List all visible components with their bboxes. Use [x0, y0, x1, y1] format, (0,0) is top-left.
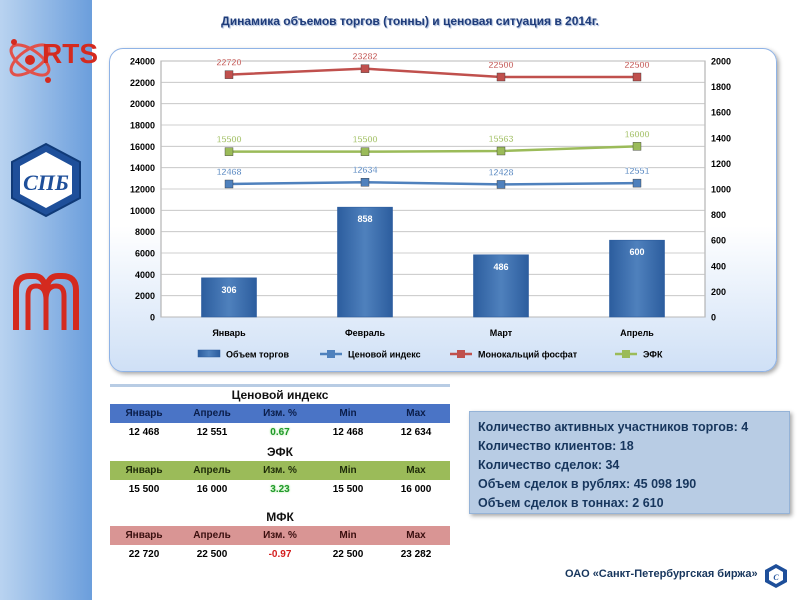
category-label: Апрель: [620, 328, 654, 338]
footer-logo-icon: [763, 563, 789, 589]
table-header-cell: Min: [339, 530, 357, 541]
series-line: [229, 182, 637, 184]
legend-label: Монокальций фосфат: [478, 349, 578, 360]
series-point: [633, 73, 641, 81]
legend-label: ЭФК: [643, 349, 663, 360]
price-index-table-title: Ценовой индекс: [231, 388, 329, 402]
right-axis-tick-label: 2000: [711, 56, 732, 67]
table-header-cell: Min: [339, 408, 357, 419]
left-axis-tick-label: 14000: [129, 163, 155, 174]
bar-data-label: 858: [357, 214, 373, 225]
change-percent-cell: 3.23: [270, 484, 290, 495]
series-data-label: 16000: [624, 129, 650, 140]
left-axis-tick-label: 8000: [134, 227, 155, 238]
price-index-table-header: [110, 404, 450, 423]
mfk-table-header: [110, 526, 450, 545]
efk-table-header: [110, 461, 450, 480]
table-header-cell: Изм. %: [263, 408, 297, 419]
table-cell: 22 720: [128, 549, 160, 560]
left-axis-tick-label: 24000: [129, 56, 155, 67]
combo-chart: [110, 49, 776, 371]
table-header-cell: Апрель: [193, 465, 231, 476]
efk-table-title: ЭФК: [267, 445, 293, 459]
table-header-cell: Январь: [125, 530, 163, 541]
left-axis-tick-label: 22000: [129, 77, 155, 88]
table-cell: 16 000: [196, 484, 228, 495]
table-cell: 15 500: [332, 484, 364, 495]
sidebar: [0, 0, 98, 600]
right-axis-tick-label: 1800: [711, 82, 732, 93]
series-data-label: 12428: [488, 167, 514, 178]
price-index-table: [110, 384, 450, 442]
series-point: [225, 71, 233, 79]
series-point: [361, 148, 369, 156]
right-axis-tick-label: 0: [711, 312, 717, 323]
series-point: [225, 180, 233, 188]
legend-label: Ценовой индекс: [348, 349, 421, 360]
page-title: Динамика объемов торгов (тонны) и ценовая ситуация в 2014г.: [221, 14, 599, 28]
stat-participants: Количество активных участников торгов: 4: [478, 420, 749, 434]
right-axis-tick-label: 600: [711, 235, 727, 246]
change-percent-cell: 0.67: [270, 427, 290, 438]
left-axis-tick-label: 10000: [129, 205, 155, 216]
series-data-label: 12634: [352, 165, 378, 176]
series-point: [633, 179, 641, 187]
spb-logo-text: СПБ: [23, 170, 69, 195]
series-data-label: 15500: [216, 134, 242, 145]
series-data-label: 22720: [216, 57, 242, 68]
series-data-label: 15563: [488, 133, 514, 144]
legend-label: Объем торгов: [226, 349, 289, 360]
table-row: [110, 480, 450, 499]
table-row: [110, 423, 450, 442]
series-data-label: 22500: [488, 60, 514, 70]
series-data-label: 23282: [352, 51, 378, 62]
table-header-cell: Январь: [125, 408, 163, 419]
table-header-cell: Min: [339, 465, 357, 476]
table-cell: 12 634: [400, 427, 432, 438]
right-axis-tick-label: 1400: [711, 133, 732, 144]
stat-deals: Количество сделок: 34: [478, 458, 620, 472]
table-row: [110, 545, 450, 564]
table-cell: 12 468: [128, 427, 160, 438]
legend-swatch-bar: [198, 350, 220, 357]
mfk-table: [110, 509, 450, 564]
table-cell: 16 000: [400, 484, 432, 495]
table-header-cell: Max: [406, 408, 426, 419]
left-axis-tick-label: 16000: [129, 141, 155, 152]
mfk-table-title: МФК: [266, 510, 294, 524]
table-header-cell: Апрель: [193, 530, 231, 541]
left-axis-tick-label: 12000: [129, 184, 155, 195]
left-axis-tick-label: 4000: [134, 269, 155, 280]
table-header-cell: Январь: [125, 465, 163, 476]
category-label: Февраль: [345, 328, 385, 338]
category-label: Январь: [212, 328, 246, 338]
svg-text:С: С: [773, 573, 779, 582]
right-axis-tick-label: 1200: [711, 158, 732, 169]
stat-volume-tons: Объем сделок в тоннах: 2 610: [478, 496, 664, 510]
series-point: [361, 178, 369, 186]
bar-volume: [202, 278, 257, 317]
series-data-label: 15500: [352, 134, 378, 145]
table-cell: 23 282: [400, 549, 432, 560]
bar-data-label: 306: [221, 284, 237, 295]
right-axis-tick-label: 1600: [711, 107, 732, 118]
series-point: [225, 148, 233, 156]
series-point: [361, 65, 369, 73]
right-axis-tick-label: 1000: [711, 184, 732, 195]
right-axis-tick-label: 200: [711, 286, 727, 297]
rts-logo: [4, 18, 98, 98]
table-header-cell: Апрель: [193, 408, 231, 419]
bar-data-label: 600: [629, 247, 645, 258]
series-point: [497, 180, 505, 188]
series-data-label: 22500: [624, 60, 650, 70]
m-logo: [4, 268, 88, 340]
table-header-cell: Изм. %: [263, 530, 297, 541]
series-data-label: 12551: [624, 166, 650, 177]
legend-swatch-marker: [327, 350, 335, 358]
right-axis-tick-label: 800: [711, 210, 727, 221]
stat-clients: Количество клиентов: 18: [478, 439, 634, 453]
right-axis-tick-label: 400: [711, 261, 727, 272]
table-header-cell: Max: [406, 465, 426, 476]
footer-company-name: ОАО «Санкт-Петербургская биржа»: [565, 568, 758, 580]
legend-swatch-marker: [622, 350, 630, 358]
series-data-label: 12468: [216, 167, 242, 178]
trading-stats-panel: [469, 411, 790, 514]
table-cell: 22 500: [196, 549, 228, 560]
series-point: [497, 147, 505, 155]
table-cell: 12 551: [196, 427, 228, 438]
spb-logo: [4, 140, 88, 220]
left-axis-tick-label: 20000: [129, 99, 155, 110]
left-axis-tick-label: 6000: [134, 248, 155, 259]
table-header-cell: Изм. %: [263, 465, 297, 476]
rts-logo-text: RTS: [42, 38, 98, 69]
change-percent-cell: -0.97: [268, 549, 292, 560]
left-axis-tick-label: 0: [149, 312, 155, 323]
series-point: [497, 73, 505, 81]
stat-volume-rub: Объем сделок в рублях: 45 098 190: [478, 477, 697, 491]
table-header-cell: Max: [406, 530, 426, 541]
series-point: [633, 142, 641, 150]
bar-data-label: 486: [493, 261, 509, 272]
table-cell: 15 500: [128, 484, 160, 495]
efk-table: [110, 444, 450, 499]
left-axis-tick-label: 18000: [129, 120, 155, 131]
category-label: Март: [489, 328, 513, 338]
table-cell: 22 500: [332, 549, 364, 560]
table-cell: 12 468: [332, 427, 364, 438]
chart-panel: [109, 48, 777, 372]
left-axis-tick-label: 2000: [134, 291, 155, 302]
legend-swatch-marker: [457, 350, 465, 358]
